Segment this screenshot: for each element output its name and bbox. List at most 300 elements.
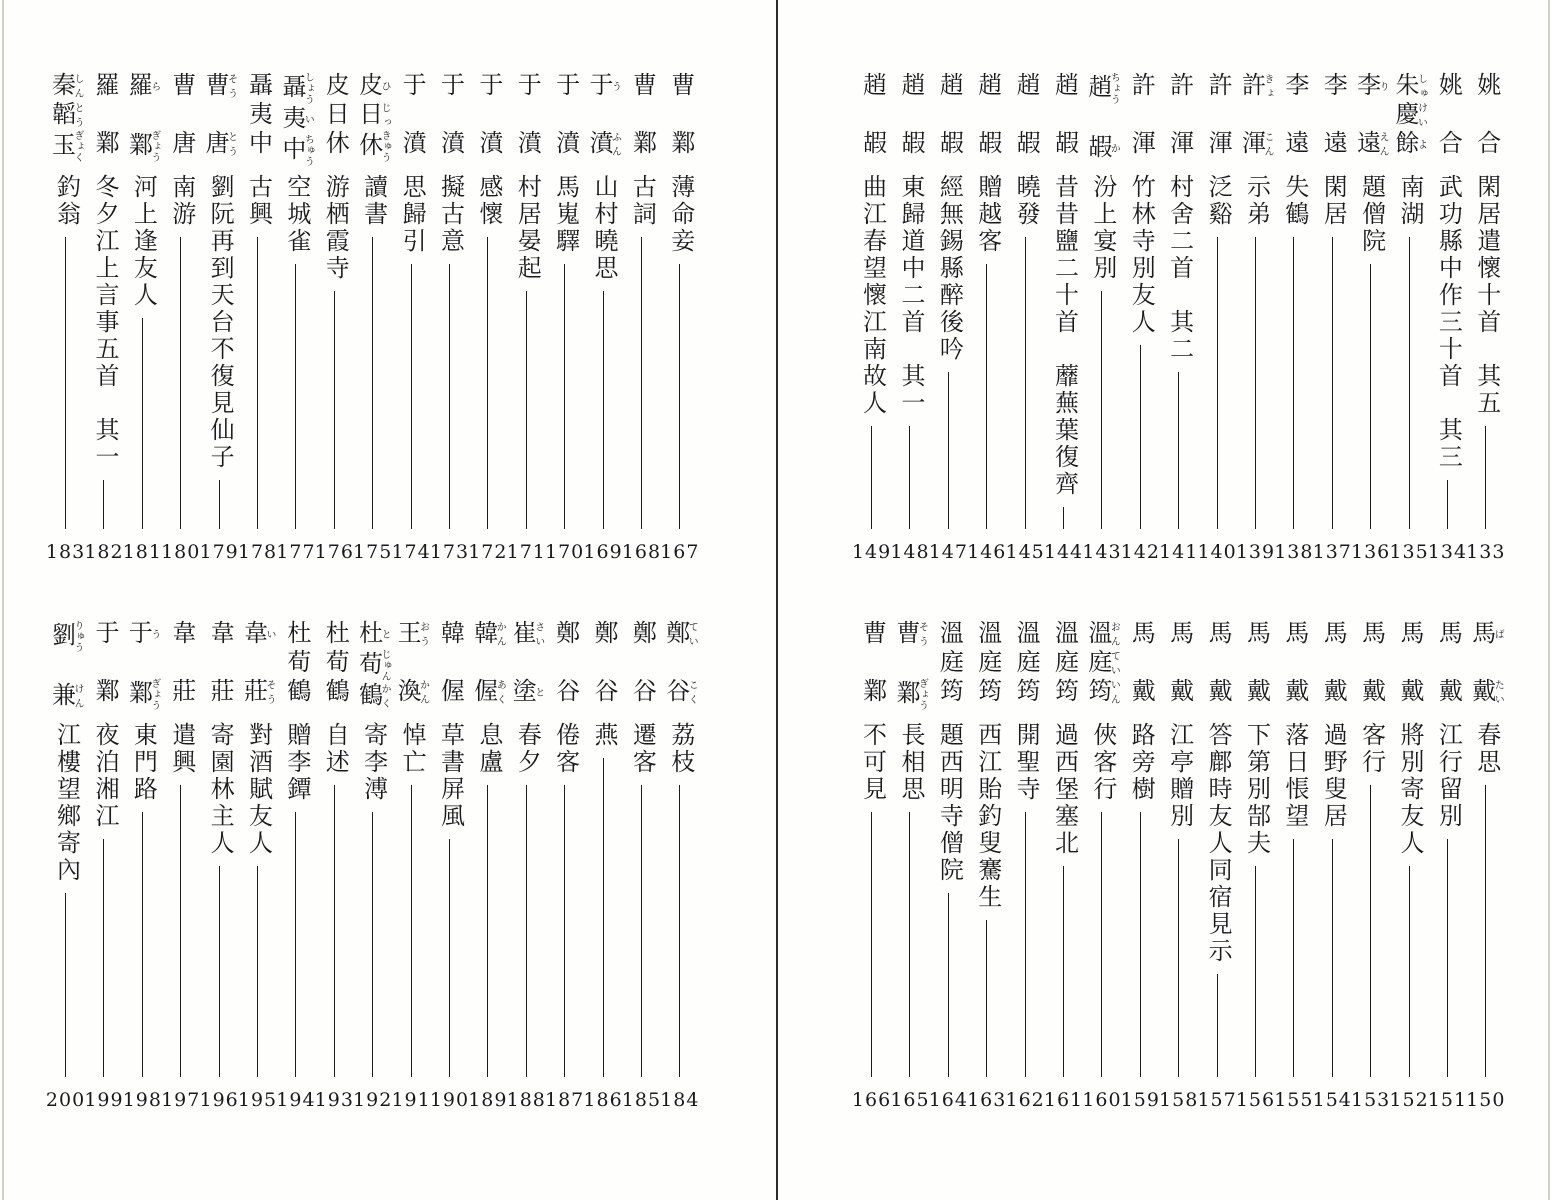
toc-entry	[584, 620, 622, 1112]
toc-entry	[1428, 620, 1466, 1112]
author-name: 馬ば 戴たい	[1467, 620, 1504, 707]
leader-line	[334, 785, 335, 1077]
poem-title: 擬古意	[436, 174, 463, 255]
poem-title: 答鄜時友人同宿見示	[1204, 722, 1231, 965]
author-name: 于 濆	[551, 72, 578, 159]
author-name: 鄭 谷	[628, 620, 655, 707]
toc-entry	[622, 72, 660, 564]
author-name: 許きょ 渾こん	[1237, 72, 1273, 159]
author-name: 李り 遠えん	[1352, 72, 1389, 159]
toc-entry	[968, 620, 1006, 1112]
poem-title: 馬嵬驛	[551, 174, 578, 255]
author-name: 馬 戴	[1242, 620, 1269, 707]
leader-line	[449, 264, 450, 529]
author-name: 皮ひ日じっ休きゅう	[354, 72, 391, 163]
poem-title: 南游	[167, 174, 194, 228]
page-number: 158	[1159, 1089, 1199, 1111]
toc-entry	[1467, 72, 1505, 564]
page-number: 155	[1274, 1089, 1314, 1111]
author-name: 趙ちょう 嘏か	[1083, 72, 1120, 163]
poem-title: 自述	[321, 722, 348, 776]
leader-line	[180, 785, 181, 1077]
page-number: 173	[429, 541, 470, 563]
poem-title: 曉發	[1012, 174, 1039, 228]
leader-line	[65, 237, 66, 529]
leader-line	[1101, 812, 1102, 1077]
poem-title: 村舍二首 其二	[1165, 174, 1192, 363]
page-gutter-divider	[776, 0, 778, 1200]
author-name: 鄭てい 谷こく	[661, 620, 698, 707]
author-name: 馬 戴	[1204, 620, 1231, 707]
author-name: 聶夷中	[244, 72, 271, 159]
author-name: 于う 濆ふん	[585, 72, 621, 159]
author-name: 韓 偓	[436, 620, 463, 707]
leader-line	[180, 237, 181, 529]
toc-entry	[1083, 72, 1121, 564]
page-number: 134	[1427, 541, 1468, 563]
author-name: 許 渾	[1127, 72, 1154, 159]
toc-entry	[1083, 620, 1121, 1112]
leader-line	[564, 785, 565, 1077]
poem-title: 竹林寺別友人	[1127, 174, 1154, 336]
toc-entry	[1121, 72, 1159, 564]
toc-entry	[200, 72, 238, 564]
author-name: 溫庭筠	[973, 620, 1000, 707]
page-number: 179	[199, 541, 239, 563]
poem-title: 路旁樹	[1127, 722, 1154, 803]
leader-line	[1140, 345, 1141, 529]
poem-title: 思歸引	[398, 174, 425, 255]
poem-title: 讀書	[359, 174, 386, 228]
poem-title: 東門路	[129, 722, 156, 803]
author-name: 韋 莊	[206, 620, 233, 707]
author-name: 皮日休	[321, 72, 348, 159]
toc-entry	[123, 620, 161, 1112]
poem-title: 感懷	[474, 174, 501, 228]
toc-entry	[852, 72, 890, 564]
page-number: 146	[967, 541, 1007, 563]
author-name: 溫庭筠	[935, 620, 962, 707]
page-number: 159	[1120, 1089, 1160, 1111]
author-name: 于 濆	[436, 72, 463, 159]
toc-entry	[507, 72, 545, 564]
poem-title: 汾上宴別	[1088, 174, 1115, 282]
page-number: 175	[353, 541, 393, 563]
poem-title: 南湖	[1396, 174, 1423, 228]
leader-line	[487, 785, 488, 1077]
leader-line	[1063, 866, 1064, 1077]
toc-entry	[1390, 620, 1428, 1112]
toc-entry	[1121, 620, 1159, 1112]
author-name: 趙 嘏	[896, 72, 923, 159]
leader-line	[1101, 291, 1102, 529]
poem-title: 示弟	[1242, 174, 1269, 228]
author-name: 李 遠	[1280, 72, 1307, 159]
page-number: 153	[1351, 1089, 1391, 1111]
author-name: 韋い 莊そう	[239, 620, 275, 707]
toc-entry	[661, 72, 699, 564]
leader-line	[1025, 237, 1026, 529]
leader-line	[1178, 839, 1179, 1077]
poem-title: 息盧	[474, 722, 501, 776]
page-number: 190	[429, 1089, 470, 1111]
page-number: 150	[1466, 1089, 1506, 1111]
toc-entry	[1006, 72, 1044, 564]
toc-entry	[1275, 620, 1313, 1112]
leader-line	[986, 264, 987, 529]
author-name: 馬 戴	[1357, 620, 1384, 707]
page-number: 164	[928, 1089, 968, 1111]
page-number: 138	[1274, 541, 1314, 563]
leader-line	[871, 426, 872, 529]
poem-title: 閑居遣懷十首 其五	[1472, 174, 1499, 417]
poem-title: 過西堡塞北	[1050, 722, 1077, 857]
leader-line	[372, 237, 373, 529]
author-name: 許 渾	[1165, 72, 1192, 159]
toc-entry	[238, 620, 276, 1112]
page-number: 133	[1466, 541, 1506, 563]
poem-title: 古興	[244, 174, 271, 228]
toc-entry	[277, 620, 315, 1112]
poem-title: 荔枝	[666, 722, 693, 776]
page-number: 165	[890, 1089, 930, 1111]
author-name: 曹そう 鄴ぎょう	[891, 620, 928, 711]
toc-entry	[315, 620, 353, 1112]
author-name: 于 鄴	[90, 620, 117, 707]
toc-entry	[1351, 620, 1389, 1112]
page-number: 189	[468, 1089, 508, 1111]
author-name: 溫庭筠	[1050, 620, 1077, 707]
author-name: 溫庭筠	[1012, 620, 1039, 707]
page-number: 194	[276, 1089, 316, 1111]
toc-entry	[891, 620, 929, 1112]
poem-title: 劉阮再到天台不復見仙子	[206, 174, 233, 471]
leader-line	[948, 372, 949, 529]
poem-title: 俠客行	[1088, 722, 1115, 803]
page-number: 144	[1043, 541, 1084, 563]
toc-entry	[123, 72, 161, 564]
toc-entry	[1467, 620, 1505, 1112]
toc-entry	[929, 72, 967, 564]
poem-title: 釣翁	[52, 174, 79, 228]
poem-title: 將別寄友人	[1396, 722, 1423, 857]
leader-line	[564, 264, 565, 529]
toc-block-left-top	[46, 72, 699, 564]
poem-title: 西江貽釣叟騫生	[973, 722, 1000, 911]
leader-line	[1370, 264, 1371, 529]
page-number: 170	[545, 541, 585, 563]
toc-entry	[315, 72, 353, 564]
author-name: 羅ら 鄴ぎょう	[124, 72, 160, 163]
page-number: 139	[1235, 541, 1276, 563]
toc-entry	[469, 72, 507, 564]
leader-line	[295, 812, 296, 1077]
poem-title: 不可見	[858, 722, 885, 803]
poem-title: 草書屏風	[436, 722, 463, 830]
leader-line	[679, 264, 680, 529]
author-name: 馬 戴	[1319, 620, 1346, 707]
toc-entry	[392, 620, 430, 1112]
toc-entry	[1390, 72, 1428, 564]
leader-line	[603, 291, 604, 529]
toc-entry	[968, 72, 1006, 564]
page-number: 171	[506, 541, 546, 563]
leader-line	[679, 785, 680, 1077]
poem-title: 曲江春望懷江南故人	[858, 174, 885, 417]
leader-line	[1409, 866, 1410, 1077]
toc-entry	[1236, 72, 1274, 564]
author-name: 曹 唐	[167, 72, 194, 159]
scan-edge-left	[2, 0, 4, 1200]
author-name: 于う 鄴ぎょう	[124, 620, 160, 711]
toc-entry	[469, 620, 507, 1112]
poem-title: 昔昔鹽二十首 蘼蕪葉復齊	[1050, 174, 1077, 498]
poem-title: 武功縣中作三十首 其三	[1434, 174, 1461, 471]
page-number: 186	[583, 1089, 623, 1111]
poem-title: 河上逢友人	[129, 174, 156, 309]
toc-entry	[1044, 620, 1082, 1112]
poem-title: 山村曉思	[590, 174, 617, 282]
poem-title: 燕	[590, 722, 617, 749]
poem-title: 村居晏起	[513, 174, 540, 282]
leader-line	[1293, 839, 1294, 1077]
author-name: 朱しゅ慶けい餘よ	[1391, 72, 1427, 159]
toc-entry	[46, 620, 84, 1112]
author-name: 鄭 谷	[551, 620, 578, 707]
page-number: 147	[928, 541, 968, 563]
poem-title: 題僧院	[1357, 174, 1384, 255]
author-name: 馬 戴	[1434, 620, 1461, 707]
poem-title: 寄園林主人	[206, 722, 233, 857]
poem-title: 經無錫縣醉後吟	[935, 174, 962, 363]
leader-line	[1447, 839, 1448, 1077]
toc-block-left-bottom	[46, 620, 699, 1112]
author-name: 馬 戴	[1280, 620, 1307, 707]
page-number: 161	[1043, 1089, 1084, 1111]
toc-entry	[661, 620, 699, 1112]
poem-title: 下第別郜夫	[1242, 722, 1269, 857]
toc-entry	[430, 72, 468, 564]
scan-edge-right	[1548, 0, 1550, 1200]
page-number: 141	[1159, 541, 1199, 563]
page-number: 192	[353, 1089, 393, 1111]
toc-entry	[277, 72, 315, 564]
toc-entry	[353, 620, 391, 1112]
poem-title: 薄命妾	[666, 174, 693, 255]
toc-entry	[891, 72, 929, 564]
page-number: 199	[84, 1089, 124, 1111]
poem-title: 夜泊湘江	[90, 722, 117, 830]
page-number: 143	[1082, 541, 1122, 563]
leader-line	[103, 480, 104, 529]
leader-line	[1409, 237, 1410, 529]
page-number: 187	[545, 1089, 585, 1111]
author-name: 曹 鄴	[666, 72, 693, 159]
page-number: 157	[1197, 1089, 1237, 1111]
author-name: 于 濆	[513, 72, 540, 159]
author-name: 馬 戴	[1165, 620, 1192, 707]
toc-block-right-top	[852, 72, 1505, 564]
poem-title: 寄李溥	[359, 722, 386, 803]
toc-entry	[1159, 72, 1197, 564]
author-name: 劉りゅう 兼けん	[47, 620, 84, 711]
toc-entry	[1351, 72, 1389, 564]
author-name: 趙 嘏	[1050, 72, 1077, 159]
page-number: 197	[161, 1089, 201, 1111]
page-number: 151	[1427, 1089, 1468, 1111]
page-number: 166	[851, 1089, 892, 1111]
leader-line	[1217, 974, 1218, 1077]
author-name: 杜と荀じゅん鶴かく	[354, 620, 391, 711]
poem-title: 客行	[1357, 722, 1384, 776]
leader-line	[1025, 812, 1026, 1077]
leader-line	[871, 812, 872, 1077]
leader-line	[411, 264, 412, 529]
leader-line	[641, 237, 642, 529]
toc-entry	[1236, 620, 1274, 1112]
toc-block-right-bottom	[852, 620, 1505, 1112]
poem-title: 古詞	[628, 174, 655, 228]
leader-line	[526, 291, 527, 529]
toc-entry	[1428, 72, 1466, 564]
page-number: 163	[967, 1089, 1007, 1111]
author-name: 秦しん韜とう玉ぎょく	[47, 72, 84, 163]
page-number: 149	[851, 541, 892, 563]
leader-line	[1370, 785, 1371, 1077]
author-name: 杜荀鶴	[282, 620, 309, 707]
author-name: 姚 合	[1472, 72, 1499, 159]
author-name: 羅 鄴	[90, 72, 117, 159]
poem-title: 春夕	[513, 722, 540, 776]
toc-entry	[162, 620, 200, 1112]
toc-entry	[392, 72, 430, 564]
page-number: 174	[391, 541, 431, 563]
leader-line	[1063, 507, 1064, 529]
poem-title: 長相思	[896, 722, 923, 803]
poem-title: 閑居	[1319, 174, 1346, 228]
toc-entry	[85, 620, 123, 1112]
leader-line	[411, 785, 412, 1077]
page-number: 195	[237, 1089, 278, 1111]
poem-title: 對酒賦友人	[244, 722, 271, 857]
toc-entry	[507, 620, 545, 1112]
toc-entry	[1159, 620, 1197, 1112]
toc-entry	[1198, 620, 1236, 1112]
leader-line	[103, 839, 104, 1077]
toc-entry	[200, 620, 238, 1112]
leader-line	[603, 758, 604, 1077]
page-number: 169	[583, 541, 623, 563]
author-name: 李 遠	[1319, 72, 1346, 159]
poem-title: 江樓望鄉寄內	[52, 722, 79, 884]
author-name: 曹 鄴	[628, 72, 655, 159]
page-number: 142	[1120, 541, 1160, 563]
leader-line	[257, 866, 258, 1077]
leader-line	[986, 920, 987, 1077]
author-name: 鄭 谷	[590, 620, 617, 707]
leader-line	[526, 785, 527, 1077]
page-number: 156	[1235, 1089, 1276, 1111]
leader-line	[909, 426, 910, 529]
page-number: 162	[1005, 1089, 1045, 1111]
page-number: 196	[199, 1089, 239, 1111]
leader-line	[1332, 839, 1333, 1077]
poem-title: 贈李鐔	[282, 722, 309, 803]
page-number: 184	[660, 1089, 700, 1111]
page-number: 168	[621, 541, 662, 563]
page-number: 180	[161, 541, 201, 563]
page-number: 145	[1005, 541, 1045, 563]
leader-line	[334, 291, 335, 529]
author-name: 崔さい 塗と	[508, 620, 544, 707]
toc-entry	[1313, 620, 1351, 1112]
leader-line	[1217, 237, 1218, 529]
author-name: 韓かん 偓あく	[469, 620, 506, 707]
author-name: 王おう 渙かん	[393, 620, 429, 707]
poem-title: 失鶴	[1280, 174, 1307, 228]
leader-line	[487, 237, 488, 529]
toc-entry	[545, 620, 583, 1112]
toc-entry	[622, 620, 660, 1112]
page-number: 200	[45, 1089, 86, 1111]
leader-line	[142, 812, 143, 1077]
toc-entry	[1275, 72, 1313, 564]
poem-title: 江行留別	[1434, 722, 1461, 830]
toc-entry	[46, 72, 84, 564]
author-name: 馬 戴	[1127, 620, 1154, 707]
leader-line	[1293, 237, 1294, 529]
author-name: 姚 合	[1434, 72, 1461, 159]
leader-line	[1178, 372, 1179, 529]
author-name: 韋 莊	[167, 620, 194, 707]
toc-entry	[162, 72, 200, 564]
leader-line	[142, 318, 143, 529]
author-name: 趙 嘏	[1012, 72, 1039, 159]
leader-line	[295, 264, 296, 529]
leader-line	[641, 785, 642, 1077]
toc-entry	[1198, 72, 1236, 564]
leader-line	[1140, 812, 1141, 1077]
poem-title: 開聖寺	[1012, 722, 1039, 803]
page-number: 178	[237, 541, 278, 563]
leader-line	[257, 237, 258, 529]
page-number: 193	[314, 1089, 354, 1111]
author-name: 聶しょう夷い中ちゅう	[277, 72, 314, 167]
leader-line	[219, 866, 220, 1077]
author-name: 于 濆	[474, 72, 501, 159]
page-number: 176	[314, 541, 354, 563]
author-name: 馬 戴	[1396, 620, 1423, 707]
page-number: 135	[1389, 541, 1429, 563]
page-number: 177	[276, 541, 316, 563]
leader-line	[909, 812, 910, 1077]
toc-entry	[1006, 620, 1044, 1112]
leader-line	[449, 839, 450, 1077]
page-number: 167	[660, 541, 700, 563]
author-name: 于 濆	[398, 72, 425, 159]
leader-line	[1447, 480, 1448, 529]
toc-entry	[545, 72, 583, 564]
leader-line	[219, 480, 220, 529]
page-number: 160	[1082, 1089, 1122, 1111]
toc-entry	[430, 620, 468, 1112]
leader-line	[1255, 237, 1256, 529]
page-number: 188	[506, 1089, 546, 1111]
author-name: 趙 嘏	[973, 72, 1000, 159]
poem-title: 題西明寺僧院	[935, 722, 962, 884]
page-number: 185	[621, 1089, 662, 1111]
poem-title: 過野叟居	[1319, 722, 1346, 830]
